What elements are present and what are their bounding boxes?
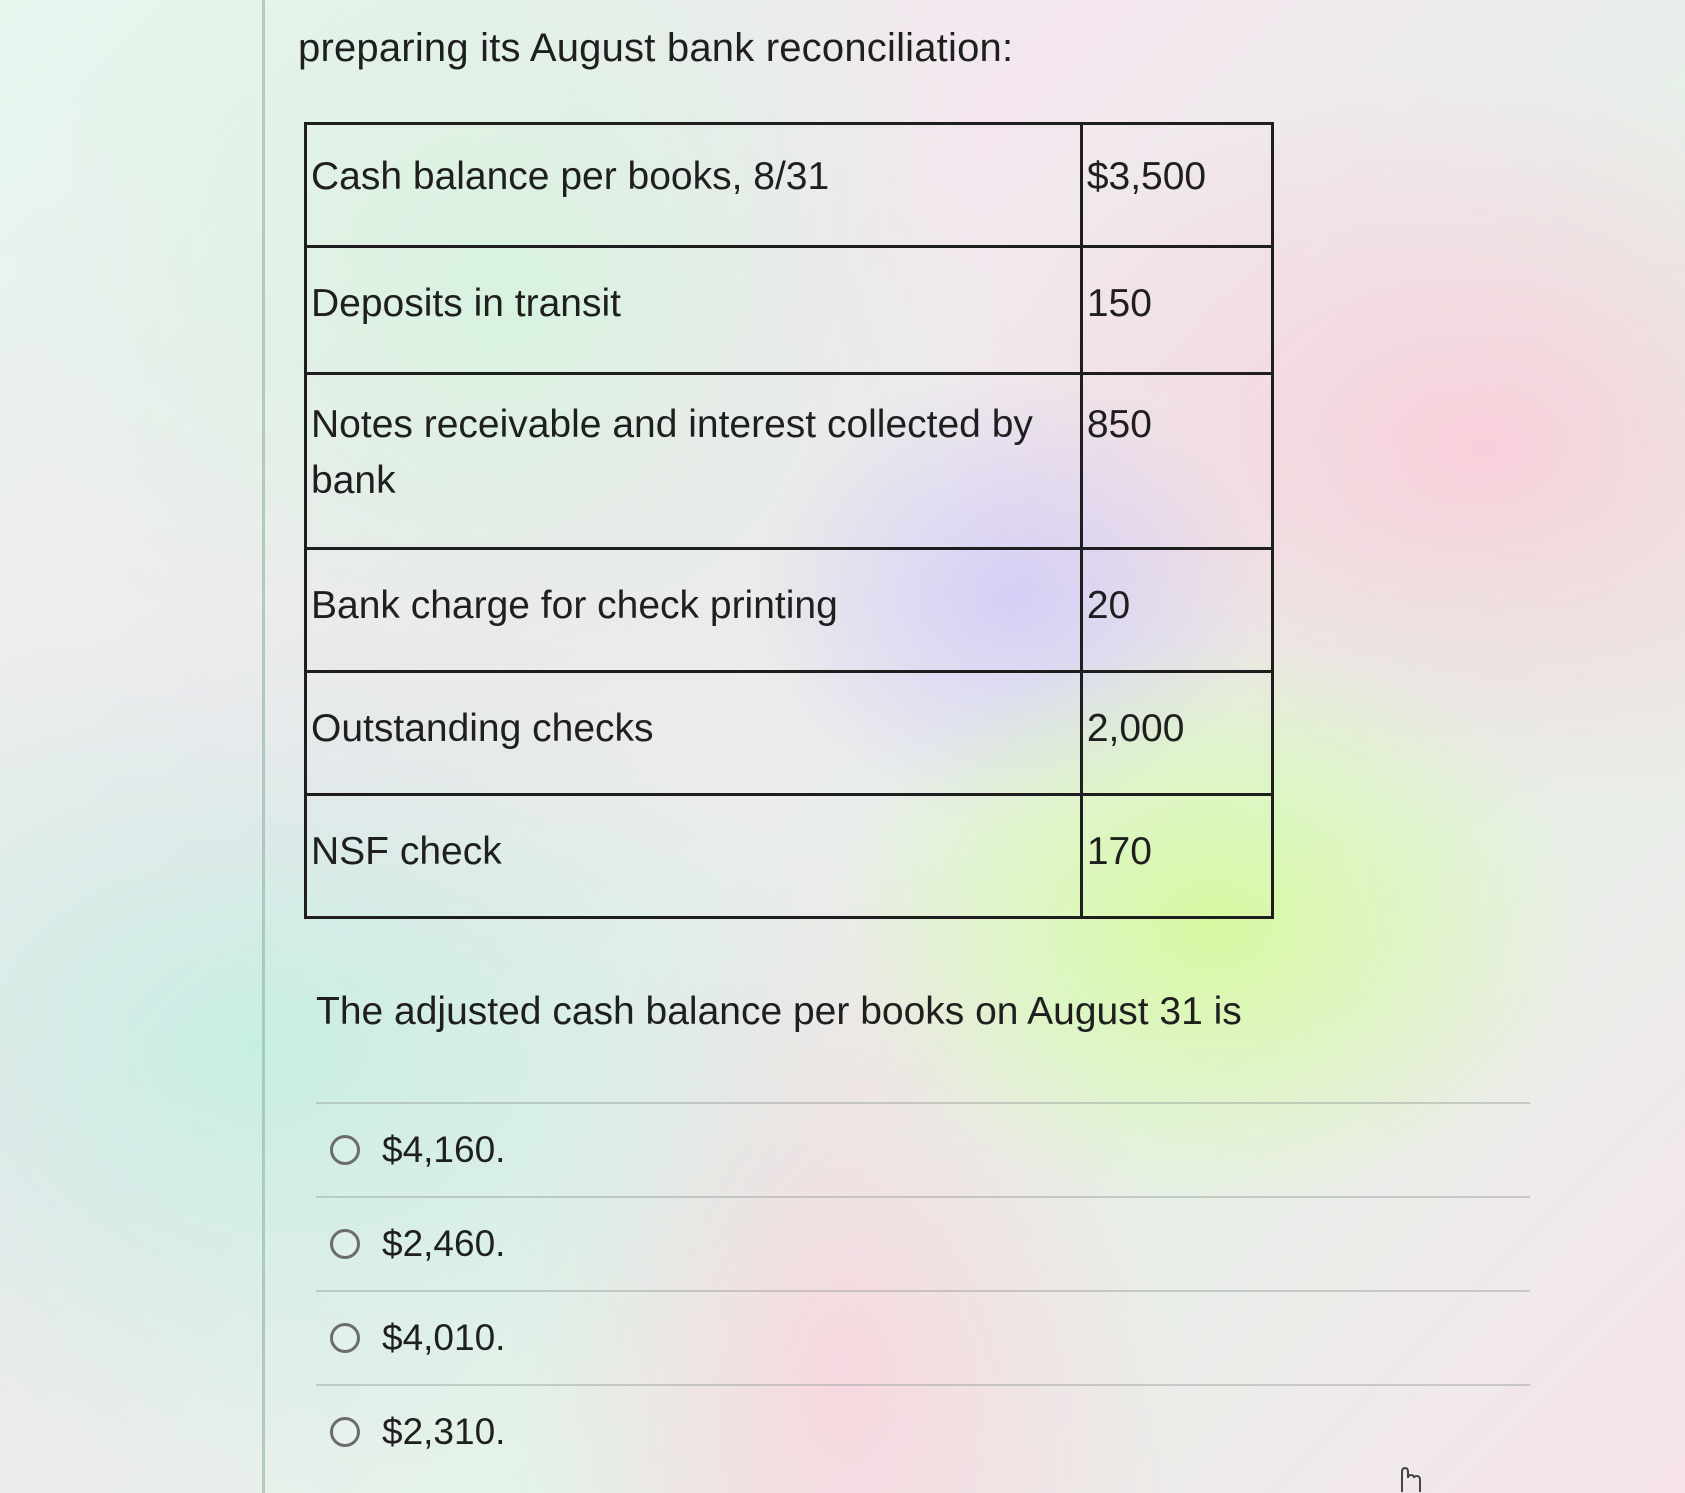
table-row [306, 672, 1273, 795]
question-text: The adjusted cash balance per books on August 31 is [316, 990, 1242, 1033]
row-label: Outstanding checks [306, 672, 1082, 795]
option-label[interactable]: $4,160. [382, 1129, 506, 1170]
answer-option-3[interactable] [316, 1290, 1530, 1384]
table-row [306, 374, 1273, 549]
option-label[interactable]: $2,460. [382, 1223, 506, 1264]
row-label: NSF check [306, 795, 1082, 918]
radio-button-icon[interactable] [330, 1229, 360, 1259]
answer-option-4[interactable] [316, 1384, 1530, 1478]
option-label[interactable]: $4,010. [382, 1317, 506, 1358]
row-value: 2,000 [1081, 672, 1272, 795]
reconciliation-table [304, 122, 1274, 919]
radio-button-icon[interactable] [330, 1323, 360, 1353]
answer-option-1[interactable] [316, 1102, 1530, 1196]
row-value: 150 [1081, 247, 1272, 374]
radio-button-icon[interactable] [330, 1417, 360, 1447]
table-row [306, 549, 1273, 672]
row-value: 850 [1081, 374, 1272, 549]
row-value: 170 [1081, 795, 1272, 918]
row-label: Cash balance per books, 8/31 [306, 124, 1082, 247]
row-value: 20 [1081, 549, 1272, 672]
content-left-border [262, 0, 265, 1493]
table-row [306, 124, 1273, 247]
table-row [306, 247, 1273, 374]
hand-cursor-icon [1396, 1466, 1424, 1493]
option-label[interactable]: $2,310. [382, 1411, 506, 1452]
row-label: Bank charge for check printing [306, 549, 1082, 672]
answer-options [316, 1102, 1530, 1478]
answer-option-2[interactable] [316, 1196, 1530, 1290]
table-row [306, 795, 1273, 918]
row-label: Notes receivable and interest collected by bank [306, 374, 1082, 549]
row-label: Deposits in transit [306, 247, 1082, 374]
row-value: $3,500 [1081, 124, 1272, 247]
question-intro-text: preparing its August bank reconciliation: [298, 26, 1014, 70]
radio-button-icon[interactable] [330, 1135, 360, 1165]
